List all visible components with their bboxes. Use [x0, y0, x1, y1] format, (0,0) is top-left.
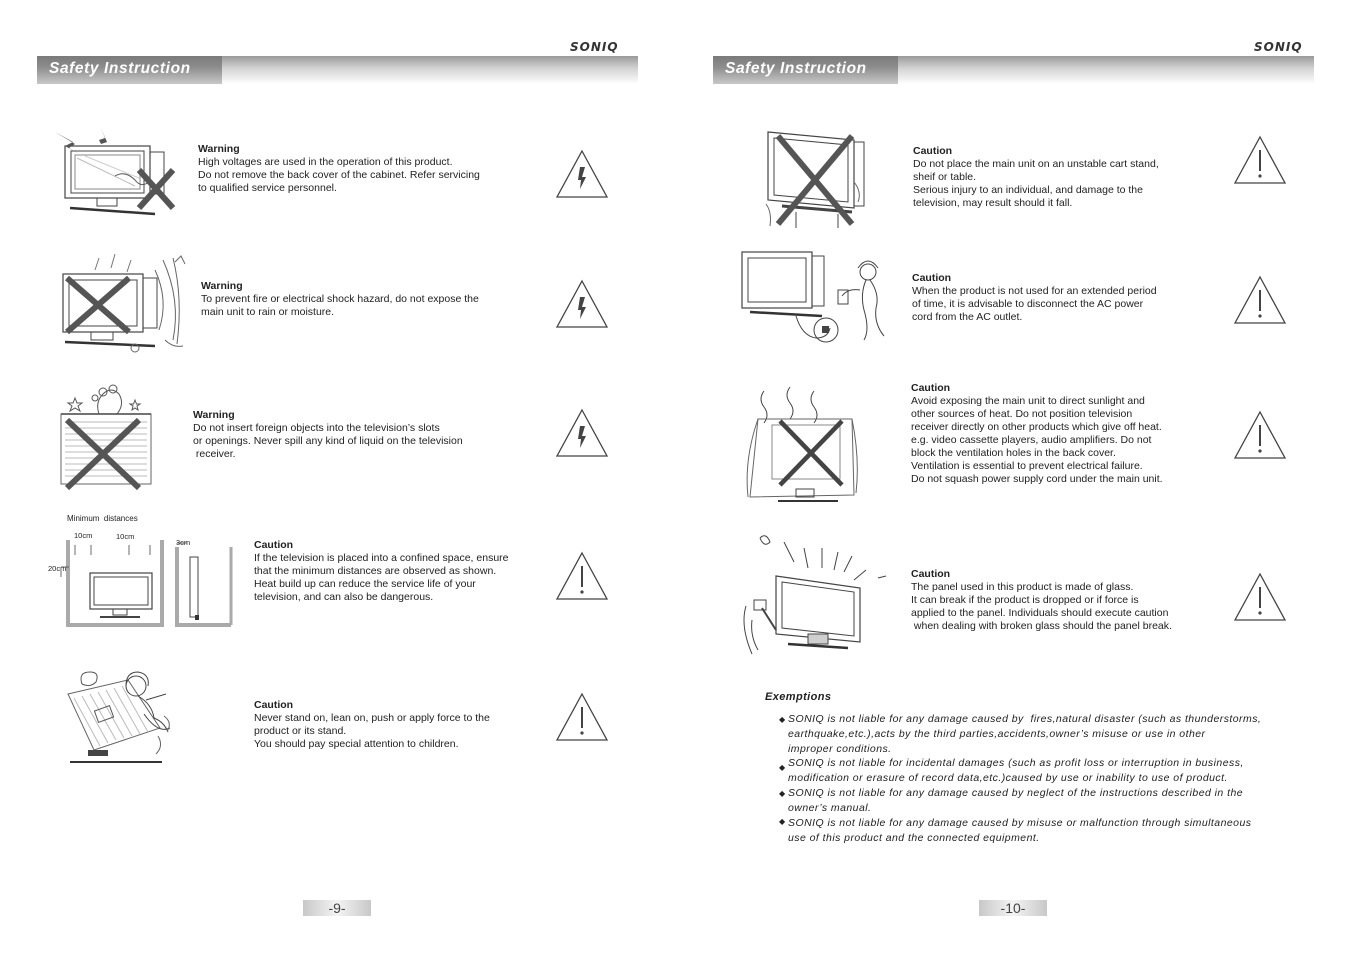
exemption-line: SONIQ is not liable for any damage caused by neglect of the instructions described in the [788, 787, 1244, 799]
caution-block [254, 699, 490, 751]
block-line: to qualified service personnel. [198, 182, 337, 194]
brand-logo: SONIQ [1254, 40, 1303, 54]
bullet-icon: ◆ [779, 789, 786, 798]
block-heading: Caution [254, 699, 294, 711]
page-title: Safety Instruction [713, 56, 898, 84]
exemption-line: earthquake,etc.),acts by the third parties,accidents,owner’s misuse or use in other [788, 728, 1206, 740]
block-line: Do not place the main unit on an unstable cart stand, [913, 158, 1159, 170]
block-line: When the product is not used for an extended period [912, 285, 1157, 297]
warning-block [201, 280, 479, 319]
block-line: that the minimum distances are observed as shown. [254, 565, 497, 577]
exemption-line: owner’s manual. [788, 802, 872, 814]
block-line: e.g. video cassette players, audio amplifiers. Do not [911, 434, 1152, 446]
min-distance-label: 3cm [176, 538, 191, 547]
block-heading: Caution [254, 539, 294, 551]
exemption-line: improper conditions. [788, 743, 892, 755]
exemption-line: modification or erasure of record data,etc.)caused by use or inability to use of product. [788, 772, 1228, 784]
block-line: block the ventilation holes in the back cover. [911, 447, 1116, 459]
min-distance-title: Minimum distances [67, 514, 138, 523]
exemption-item [779, 816, 1252, 846]
warning-block [198, 143, 480, 195]
caution-exclamation-icon [1233, 275, 1287, 325]
exemption-item [779, 756, 1244, 786]
caution-block [912, 272, 1157, 324]
illustration-high-voltage [55, 128, 185, 220]
illustration-unplug [740, 250, 888, 350]
block-line: High voltages are used in the operation of this product. [198, 156, 453, 168]
block-line: The panel used in this product is made of glass. [911, 581, 1134, 593]
block-line: main unit to rain or moisture. [201, 306, 335, 318]
block-line: television, may result should it fall. [913, 197, 1073, 209]
caution-exclamation-icon [555, 551, 609, 601]
illustration-unstable-stand [762, 128, 872, 230]
bullet-icon: ◆ [779, 763, 786, 772]
illustration-foreign-objects [55, 384, 170, 490]
exemption-item [779, 786, 1244, 816]
min-distance-label: 10cm [116, 532, 135, 541]
block-line: receiver. [193, 448, 236, 460]
block-heading: Caution [911, 382, 951, 394]
min-distance-label: 20cm [48, 564, 67, 573]
illustration-glass-panel [738, 530, 888, 662]
page-title: Safety Instruction [37, 56, 222, 84]
exemption-line: SONIQ is not liable for incidental damages (such as profit loss or interruption in business, [788, 757, 1244, 769]
caution-exclamation-icon [555, 692, 609, 742]
block-line: Ventilation is essential to prevent electrical failure. [911, 460, 1143, 472]
min-distance-label: 10cm [74, 531, 93, 540]
block-line: applied to the panel. Individuals should execute caution [911, 607, 1169, 619]
block-line: If the television is placed into a confined space, ensure [254, 552, 509, 564]
block-line: or openings. Never spill any kind of liquid on the television [193, 435, 463, 447]
illustration-minimum-distances [55, 535, 235, 630]
page-number: -10- [979, 900, 1047, 916]
exemption-item [779, 712, 1262, 757]
illustration-child-climbing [60, 670, 185, 768]
caution-block [254, 539, 509, 604]
block-line: of time, it is advisable to disconnect the AC power [912, 298, 1144, 310]
caution-exclamation-icon [1233, 572, 1287, 622]
block-heading: Warning [193, 409, 235, 421]
block-line: To prevent fire or electrical shock hazard, do not expose the [201, 293, 479, 305]
caution-block [911, 568, 1172, 633]
electric-hazard-icon [555, 149, 609, 199]
electric-hazard-icon [555, 279, 609, 329]
caution-exclamation-icon [1233, 410, 1287, 460]
caution-block [911, 382, 1163, 486]
block-line: other sources of heat. Do not position television [911, 408, 1133, 420]
block-line: when dealing with broken glass should the panel break. [911, 620, 1172, 632]
block-line: Do not remove the back cover of the cabinet. Refer servicing [198, 169, 480, 181]
block-line: Serious injury to an individual, and damage to the [913, 184, 1143, 196]
block-line: cord from the AC outlet. [912, 311, 1023, 323]
exemption-line: SONIQ is not liable for any damage caused by fires,natural disaster (such as thunderstorms, [788, 713, 1262, 725]
block-line: Never stand on, lean on, push or apply force to the [254, 712, 490, 724]
bullet-icon: ◆ [779, 817, 786, 826]
caution-block [913, 145, 1159, 210]
exemptions-title: Exemptions [765, 691, 832, 703]
electric-hazard-icon [555, 408, 609, 458]
block-line: receiver directly on other products which give off heat. [911, 421, 1162, 433]
block-heading: Caution [913, 145, 953, 157]
block-line: Heat build up can reduce the service life of your [254, 578, 476, 590]
page-number: -9- [303, 900, 371, 916]
block-line: Avoid exposing the main unit to direct sunlight and [911, 395, 1145, 407]
block-heading: Caution [911, 568, 951, 580]
illustration-heat [742, 385, 862, 507]
illustration-rain [55, 250, 185, 358]
brand-logo: SONIQ [570, 40, 619, 54]
caution-exclamation-icon [1233, 135, 1287, 185]
exemption-line: SONIQ is not liable for any damage caused by misuse or malfunction through simultaneous [788, 817, 1252, 829]
block-line: Do not squash power supply cord under the main unit. [911, 473, 1163, 485]
block-line: product or its stand. [254, 725, 347, 737]
block-line: sheif or table. [913, 171, 977, 183]
block-line: television, and can also be dangerous. [254, 591, 434, 603]
block-line: You should pay special attention to children. [254, 738, 459, 750]
block-line: It can break if the product is dropped or if force is [911, 594, 1139, 606]
bullet-icon: ◆ [779, 715, 786, 724]
block-heading: Warning [198, 143, 240, 155]
block-heading: Warning [201, 280, 243, 292]
block-heading: Caution [912, 272, 952, 284]
block-line: Do not insert foreign objects into the television’s slots [193, 422, 440, 434]
exemption-line: use of this product and the connected equipment. [788, 832, 1040, 844]
warning-block [193, 409, 463, 461]
